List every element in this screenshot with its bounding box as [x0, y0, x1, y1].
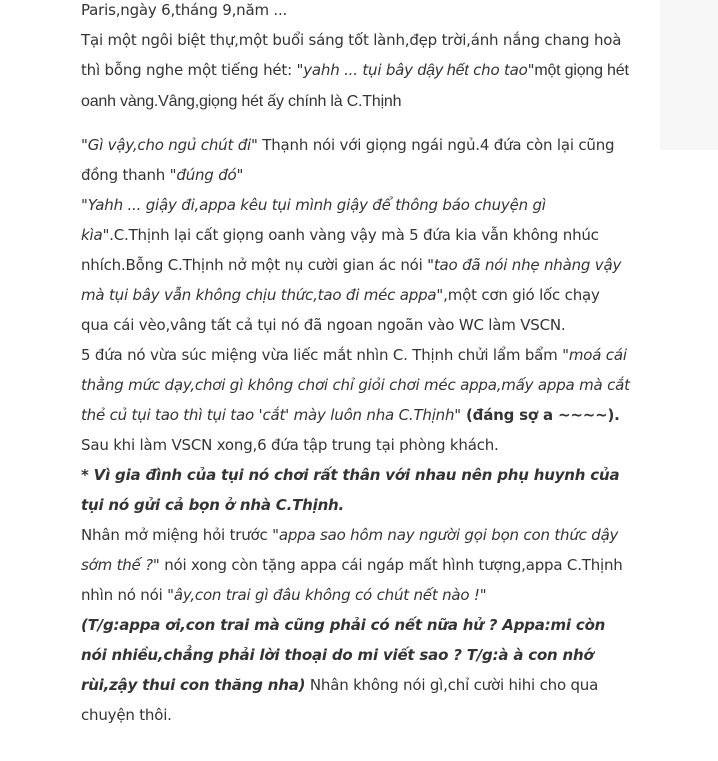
- date-line: Paris,ngày 6,tháng 9,năm ...: [81, 1, 288, 19]
- paragraph-author-note: (T/g:appa ơi,con trai mà cũng phải có nết nữa hử ? Appa:mi còn nói nhiều,chẳng phải lời thoại do mi viết sao ? T/g:à à con nhớ rùi,zậy thui con thăng nha) Nhân không nói gì,chỉ cười hihi cho qua chuyện thôi.: [81, 616, 606, 724]
- side-panel: [660, 0, 718, 150]
- paragraph-living-room: Sau khi làm VSCN xong,6 đứa tập trung tại phòng khách.: [81, 436, 499, 454]
- paragraph-opening: Tại một ngôi biệt thự,một buổi sáng tốt lành,đẹp trời,ánh nắng chang hoà thì bỗng nghe một tiếng hét: "yahh ... tụi bây dậy hết cho tao"một giọng hét oanh vàng.Vâng,giọng hét ấy chính là C.Thịnh: [81, 31, 629, 110]
- paragraph-nhan-question: Nhân mở miệng hỏi trước "appa sao hôm nay người gọi bọn con thức dậy sớm thế ?" nói xong còn tặng appa cái ngáp mất hình tượng,appa C.Thịnh nhìn nó nói "ây,con trai gì đâu không có chút nết nào !": [81, 526, 623, 604]
- paragraph-thanh-reply: "Gì vậy,cho ngủ chút đi" Thạnh nói với giọng ngái ngủ.4 đứa còn lại cũng đồng thanh "đúng đó": [81, 136, 615, 184]
- story-text: [81, 0, 631, 730]
- paragraph-note: * Vì gia đình của tụi nó chơi rất thân với nhau nên phụ huynh của tụi nó gửi cả bọn ở nhà C.Thịnh.: [81, 466, 620, 514]
- paragraph-wake-up: "Yahh ... giậy đi,appa kêu tụi mình giậy để thông báo chuyện gì kìa".C.Thịnh lại cất giọng oanh vàng vậy mà 5 đứa kia vẫn không nhúc nhích.Bỗng C.Thịnh nở một nụ cười gian ác nói "tao đã nói nhẹ nhàng vậy mà tụi bây vẫn không chịu thức,tao đi méc appa",một cơn gió lốc chạy qua cái vèo,vâng tất cả tụi nó đã ngoan ngoãn vào WC làm VSCN.: [81, 196, 622, 334]
- paragraph-gap: [81, 117, 631, 130]
- paragraph-grumble: 5 đứa nó vừa súc miệng vừa liếc mắt nhìn C. Thịnh chửi lẩm bẩm "moá cái thằng mức dạy,chơi gì không chơi chỉ giỏi chơi méc appa,mấy appa mà cắt thẻ củ tụi tao thì tụi tao 'cắt' mày luôn nha C.Thịnh" (đáng sợ a ~~~~).: [81, 346, 630, 424]
